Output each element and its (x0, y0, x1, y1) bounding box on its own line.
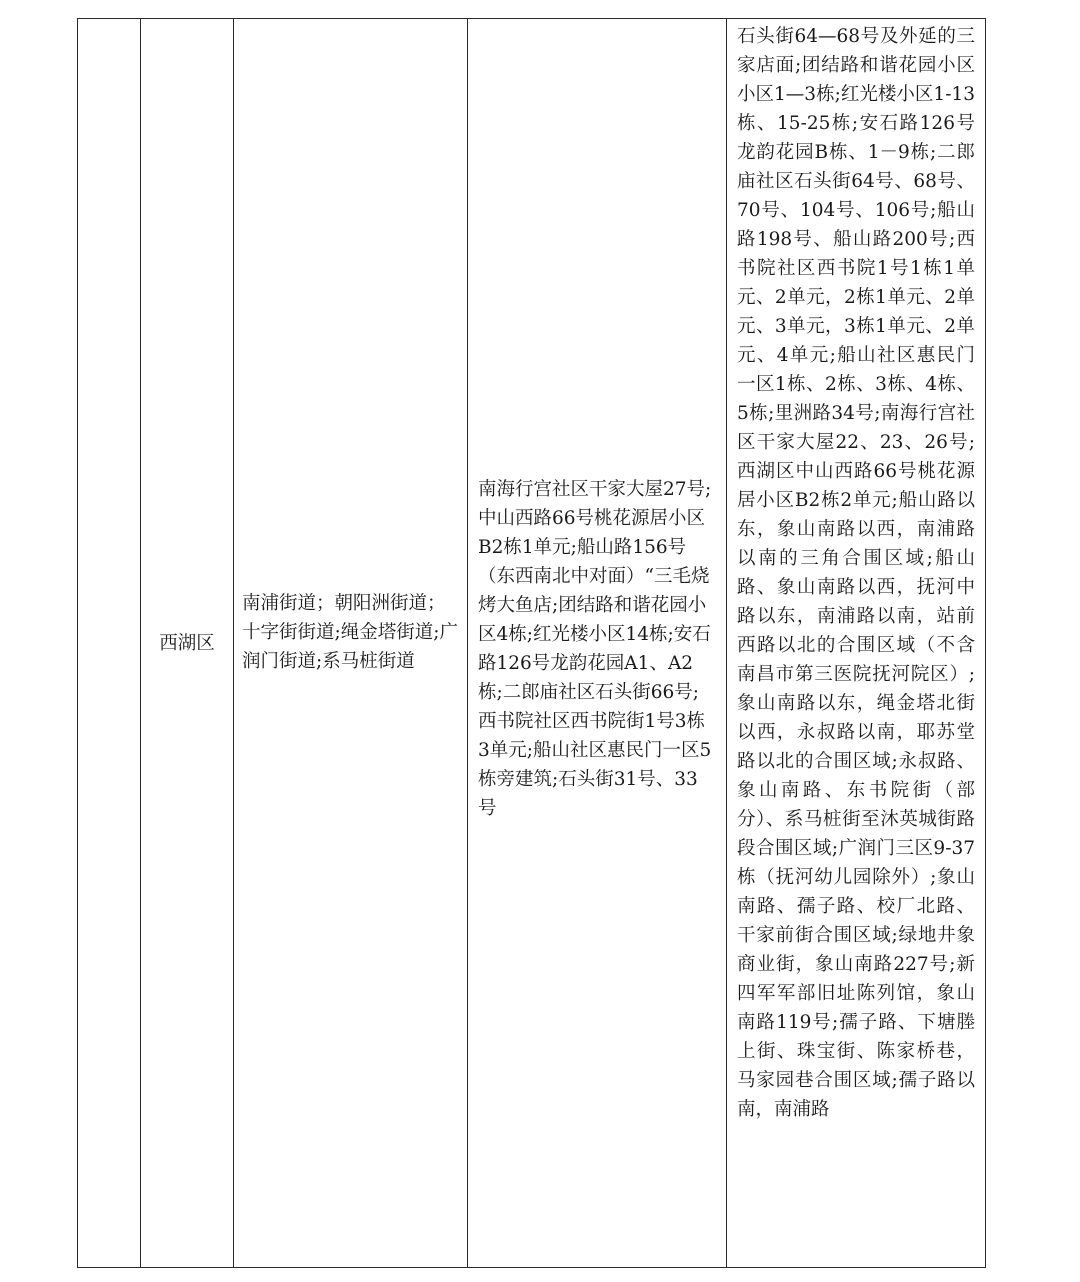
district-name: 西湖区 (159, 632, 215, 654)
areas-text: 石头街64—68号及外延的三家店面;团结路和谐花园小区小区1—3栋;红光楼小区1-13栋、15-25栋;安石路126号龙韵花园B栋、1－9栋;二郎庙社区石头街64号、68号、70号、104号、106号;船山路198号、船山路200号;西书院社区西书院1号1栋1单元、2单元，2栋1单元、2单元、3单元，3栋1单元、2单元、4单元;船山社区惠民门一区1栋、2栋、3栋、4栋、5栋;里洲路34号;南海行宫社区干家大屋22、23、26号;西湖区中山西路66号桃花源居小区B2栋2单元;船山路以东，象山南路以西，南浦路以南的三角合围区域;船山路、象山南路以西，抚河中路以东，南浦路以南，站前西路以北的合围区域（不含南昌市第三医院抚河院区）;象山南路以东，绳金塔北街以西，永叔路以南，耶苏堂路以北的合围区域;永叔路、象山南路、东书院街（部分）、系马桩街至沐英城街路段合围区域;广润门三区9-37栋（抚河幼儿园除外）;象山南路、孺子路、校厂北路、干家前街合围区域;绿地井象商业街，象山南路227号;新四军军部旧址陈列馆，象山南路119号;孺子路、下塘塍上街、珠宝街、陈家桥巷，马家园巷合围区域;孺子路以南，南浦路 (737, 26, 975, 1120)
data-table (77, 18, 986, 1268)
blank-cell (78, 19, 141, 1268)
points-text: 南海行宫社区干家大屋27号;中山西路66号桃花源居小区B2栋1单元;船山路156号（东西南北中对面）“三毛烧烤大鱼店;团结路和谐花园小区4栋;红光楼小区14栋;安石路126号龙韵花园A1、A2栋;二郎庙社区石头街66号;西书院社区西书院街1号3栋3单元;船山社区惠民门一区5栋旁建筑;石头街31号、33号 (478, 479, 712, 819)
points-cell (468, 19, 727, 1268)
table-row (78, 19, 986, 1268)
streets-text: 南浦街道；朝阳洲街道；十字街街道;绳金塔街道;广润门街道;系马桩街道 (242, 592, 458, 672)
streets-cell (234, 19, 468, 1268)
district-cell (141, 19, 234, 1268)
areas-cell (727, 19, 986, 1268)
